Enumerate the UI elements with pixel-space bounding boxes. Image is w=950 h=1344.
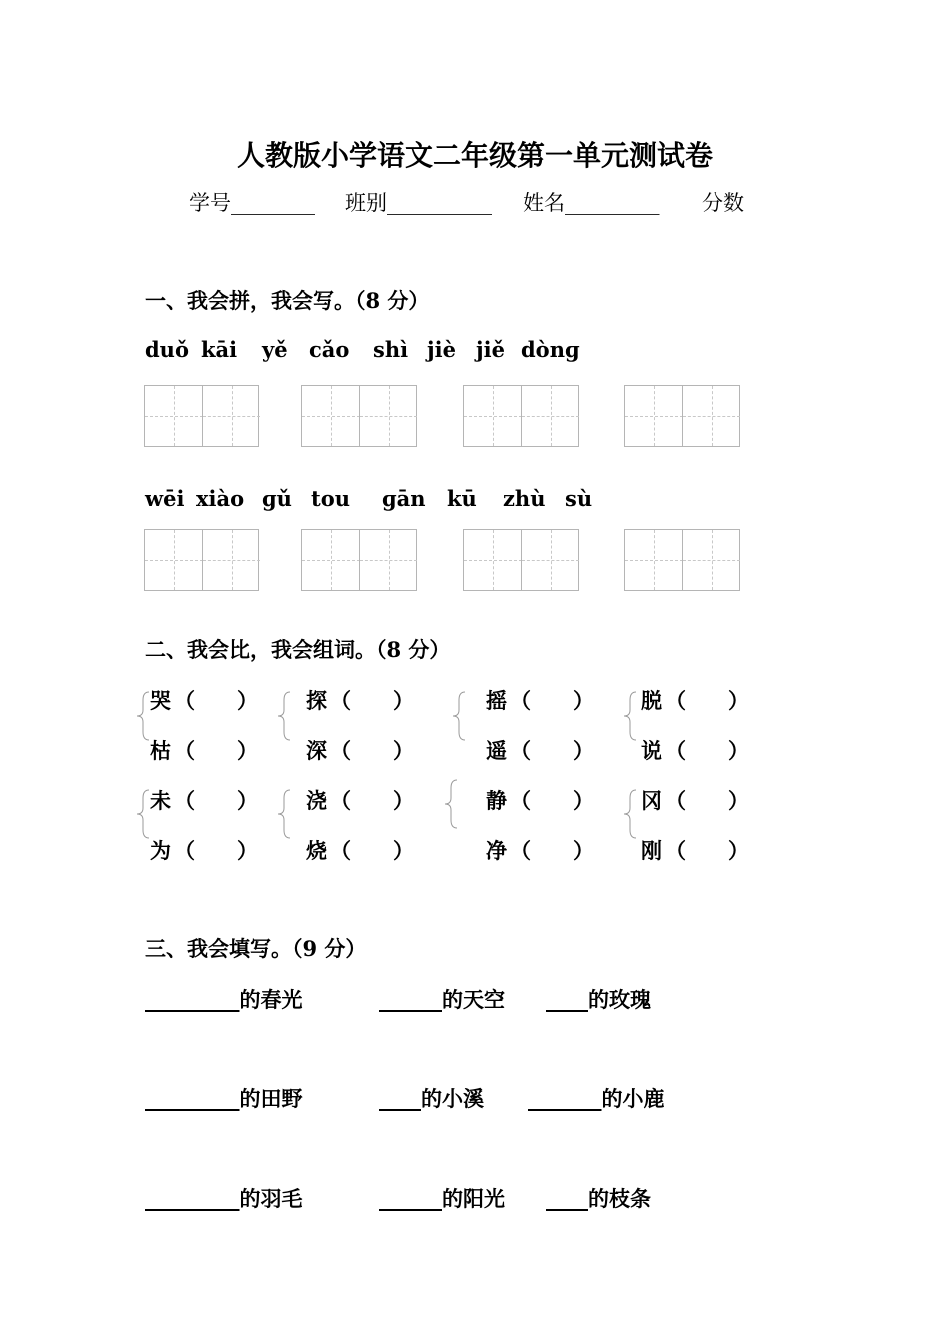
answer-paren[interactable]: （ ） [665, 788, 749, 813]
pinyin: cǎo [309, 337, 350, 362]
pinyin: kū [447, 486, 477, 511]
answer-paren[interactable]: （ ） [665, 738, 749, 763]
section-1-heading: 一、我会拼，我会写。（8 分） [145, 288, 430, 313]
character: 摇 [486, 688, 507, 713]
fill-blank-item[interactable]: ____的枝条 [546, 1186, 651, 1211]
pinyin: shì [373, 337, 409, 362]
character: 烧 [306, 838, 327, 863]
fill-blank-item[interactable]: ____的玫瑰 [546, 987, 651, 1012]
answer-paren[interactable]: （ ） [665, 838, 749, 863]
writing-box[interactable] [463, 385, 579, 447]
pinyin: tou [311, 486, 350, 511]
answer-paren[interactable]: （ ） [510, 788, 594, 813]
fill-blank-item[interactable]: _________的春光 [145, 987, 303, 1012]
writing-box[interactable] [301, 385, 417, 447]
pinyin: ɡān [382, 486, 426, 511]
character: 净 [486, 838, 507, 863]
character: 枯 [150, 738, 171, 763]
pinyin: ɡǔ [262, 486, 292, 511]
answer-paren[interactable]: （ ） [174, 688, 258, 713]
fill-blank-item[interactable]: ______的阳光 [379, 1186, 505, 1211]
name-field: 姓名_________ [523, 191, 660, 215]
writing-box[interactable] [144, 385, 259, 447]
character: 深 [306, 738, 327, 763]
answer-paren[interactable]: （ ） [330, 688, 414, 713]
pinyin: xiào [196, 486, 245, 511]
answer-paren[interactable]: （ ） [510, 838, 594, 863]
answer-paren[interactable]: （ ） [510, 688, 594, 713]
brace-icon [135, 690, 151, 742]
character: 未 [150, 788, 171, 813]
answer-paren[interactable]: （ ） [330, 738, 414, 763]
pinyin: wēi [145, 486, 185, 511]
brace-icon [622, 788, 638, 840]
fill-blank-item[interactable]: _________的田野 [145, 1086, 303, 1111]
writing-box[interactable] [463, 529, 579, 591]
answer-paren[interactable]: （ ） [174, 738, 258, 763]
character: 为 [150, 838, 171, 863]
score-field: 分数 [702, 191, 744, 215]
fill-blank-item[interactable]: ______的天空 [379, 987, 505, 1012]
fill-blank-item[interactable]: ____的小溪 [379, 1086, 484, 1111]
character: 说 [641, 738, 662, 763]
pinyin: jiě [476, 337, 505, 362]
pinyin: yě [262, 337, 288, 362]
pinyin: kāi [201, 337, 238, 362]
brace-icon [276, 788, 292, 840]
character: 冈 [641, 788, 662, 813]
character: 浇 [306, 788, 327, 813]
answer-paren[interactable]: （ ） [330, 788, 414, 813]
pinyin: jiè [427, 337, 456, 362]
section-3-heading: 三、我会填写。（9 分） [145, 936, 367, 961]
brace-icon [135, 788, 151, 840]
character: 静 [486, 788, 507, 813]
answer-paren[interactable]: （ ） [174, 788, 258, 813]
section-2-heading: 二、我会比，我会组词。（8 分） [145, 637, 451, 662]
brace-icon [276, 690, 292, 742]
character: 刚 [641, 838, 662, 863]
character: 脱 [641, 688, 662, 713]
pinyin: dònɡ [521, 337, 580, 362]
page-title: 人教版小学语文二年级第一单元测试卷 [236, 139, 713, 172]
answer-paren[interactable]: （ ） [330, 838, 414, 863]
writing-box[interactable] [624, 529, 740, 591]
fill-blank-item[interactable]: _______的小鹿 [528, 1086, 665, 1111]
class-field: 班别__________ [345, 191, 492, 215]
pinyin: sù [565, 486, 593, 511]
answer-paren[interactable]: （ ） [510, 738, 594, 763]
character: 探 [306, 688, 327, 713]
pinyin: duǒ [145, 337, 189, 362]
writing-box[interactable] [301, 529, 417, 591]
answer-paren[interactable]: （ ） [665, 688, 749, 713]
answer-paren[interactable]: （ ） [174, 838, 258, 863]
brace-icon [451, 690, 467, 742]
pinyin: zhù [503, 486, 546, 511]
brace-icon [622, 690, 638, 742]
brace-icon [443, 778, 459, 830]
character: 哭 [150, 688, 171, 713]
writing-box[interactable] [624, 385, 740, 447]
student-number-field: 学号________ [189, 191, 315, 215]
character: 遥 [486, 738, 507, 763]
fill-blank-item[interactable]: _________的羽毛 [145, 1186, 303, 1211]
writing-box[interactable] [144, 529, 259, 591]
